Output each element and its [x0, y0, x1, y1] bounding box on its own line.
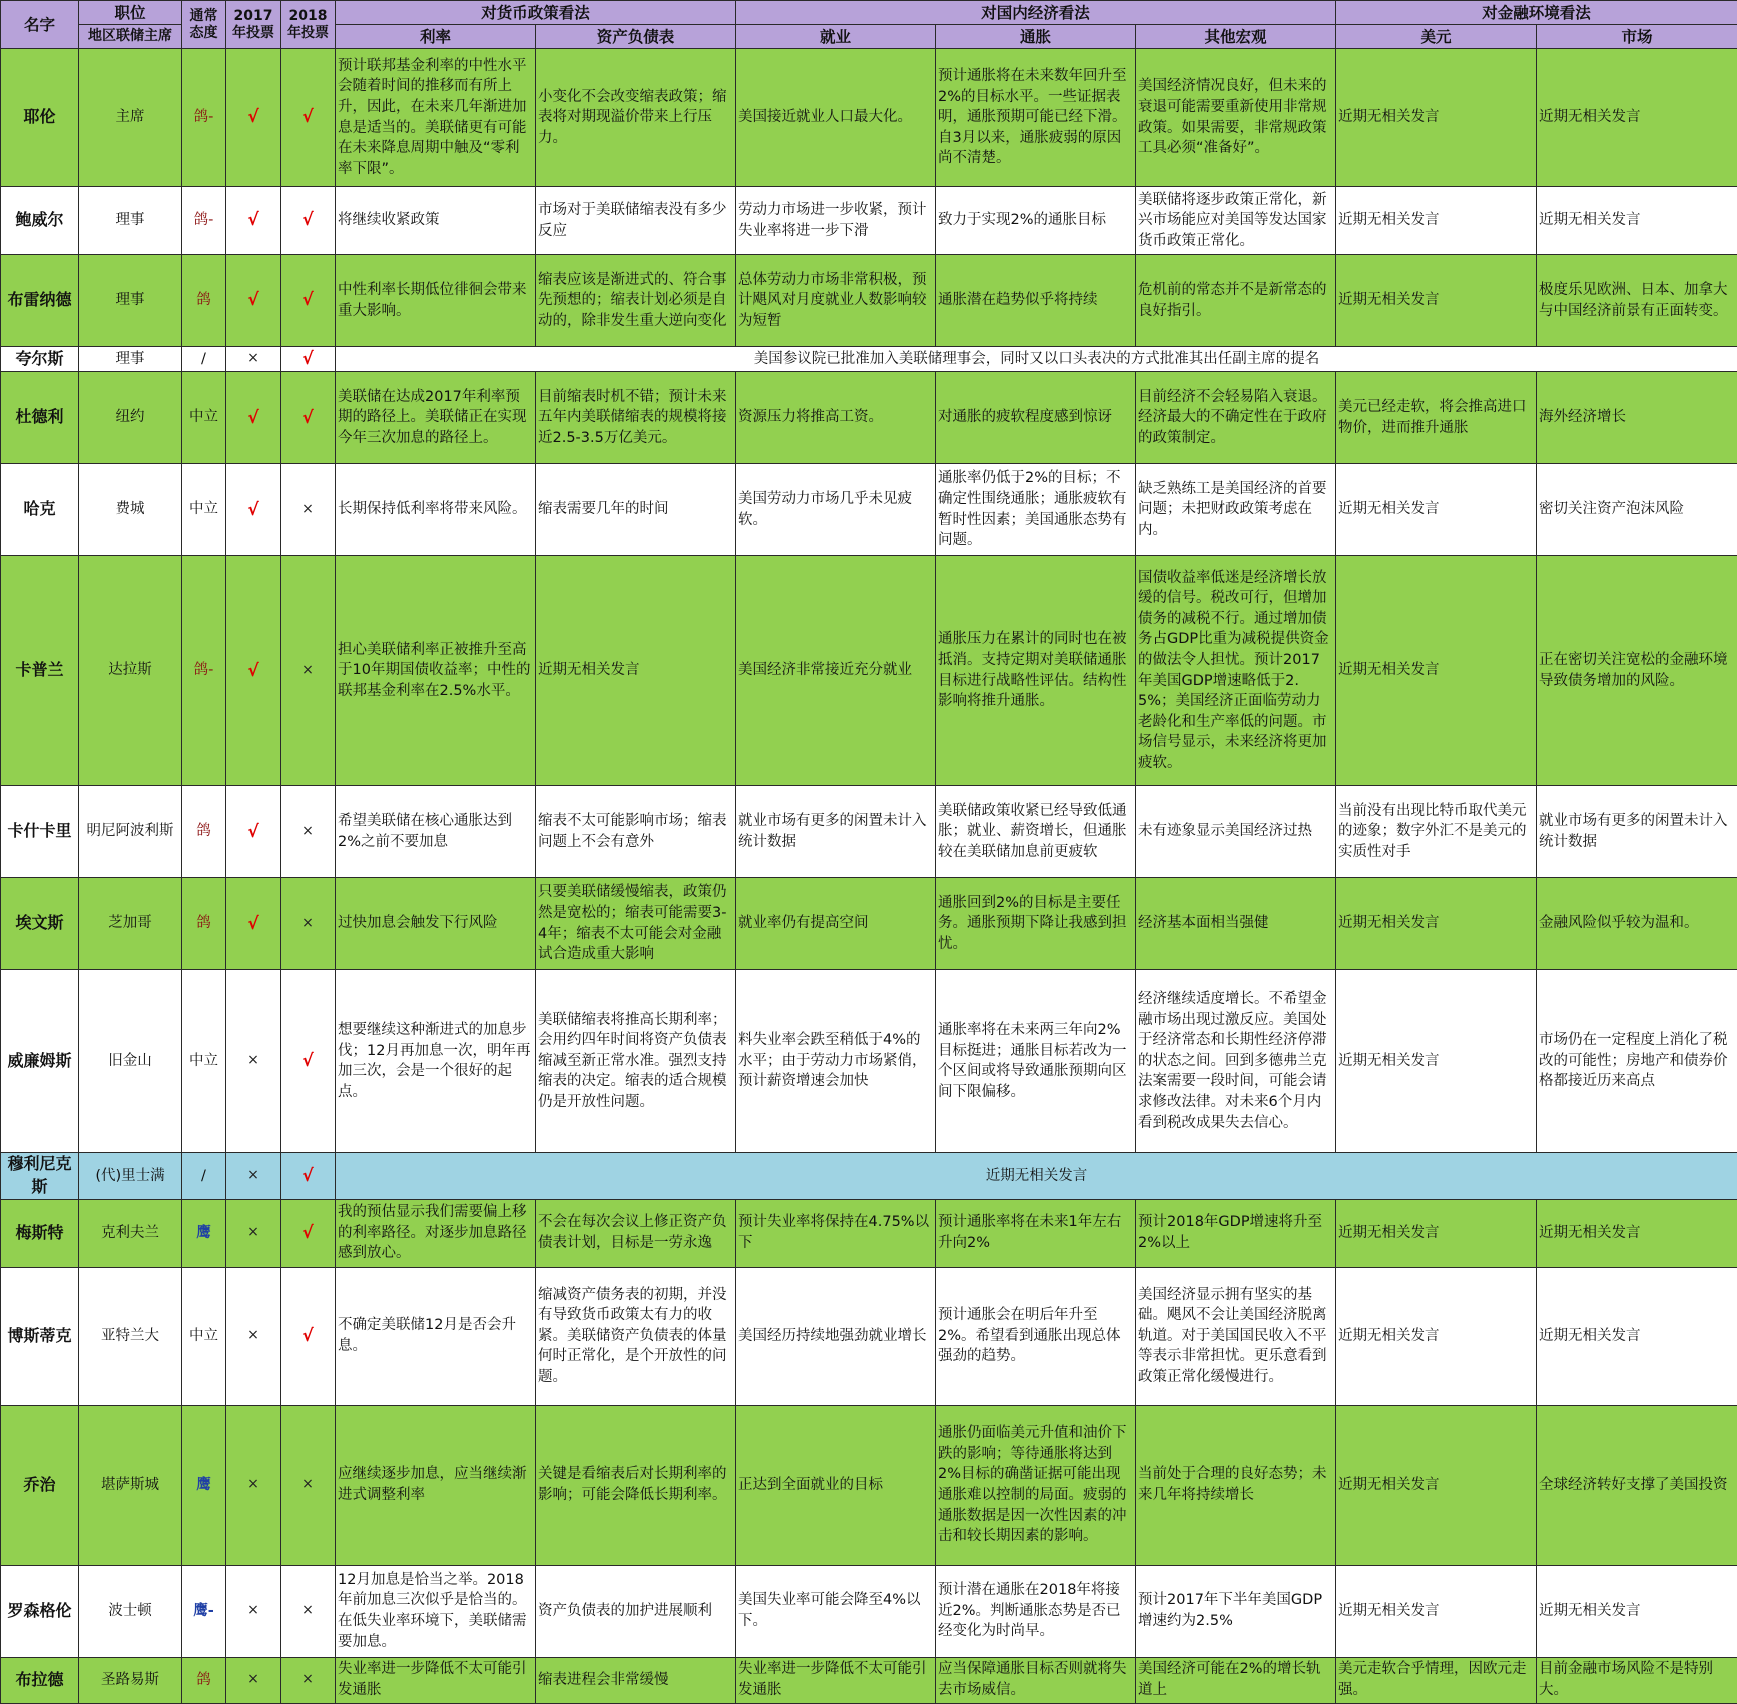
- table-row: [1, 1267, 1737, 1405]
- macro-view: 国债收益率低迷是经济增长放缓的信号。税改可行，但增加债务的减税不行。通过增加债务占GDP比重为减税提供资金的做法令人担忧。预计2017年美国GDP增速略低于2.5%；美国经济正面临劳动力老龄化和生产率低的问题。市场信号显示，未来经济将更加疲软。: [1136, 556, 1336, 786]
- rate-view: 想要继续这种渐进式的加息步伐；12月再加息一次，明年再加三次，会是一个很好的起点。: [336, 970, 536, 1153]
- official-position: 费城: [79, 464, 182, 556]
- usd-view: 近期无相关发言: [1336, 556, 1537, 786]
- employment-view: 料失业率会跌至稍低于4%的水平；由于劳动力市场紧俏，预计薪资增速会加快: [736, 970, 936, 1153]
- official-name: 博斯蒂克: [1, 1267, 79, 1405]
- official-name: 布拉德: [1, 1657, 79, 1703]
- rate-view: 预计联邦基金利率的中性水平会随着时间的推移而有所上升，因此，在未来几年渐进加息是适当的。美联储更有可能在未来降息周期中触及“零利率下限”。: [336, 49, 536, 187]
- official-name: 鲍威尔: [1, 187, 79, 255]
- rate-view: 担心美联储利率正被推升至高于10年期国债收益率；中性的联邦基金利率在2.5%水平。: [336, 556, 536, 786]
- vote-2017-cell: √: [226, 49, 281, 187]
- market-view: 密切关注资产泡沫风险: [1537, 464, 1737, 556]
- usd-view: 美元走软合乎情理，因欧元走强。: [1336, 1657, 1537, 1703]
- stance-cell: 鹰-: [182, 1565, 226, 1657]
- balance-sheet-view: 缩表需要几年的时间: [536, 464, 736, 556]
- inflation-view: 通胀仍面临美元升值和油价下跌的影响；等待通胀将达到2%目标的确凿证据可能出现通胀难以控制的局面。疲弱的通胀数据是因一次性因素的冲击和较长期因素的影响。: [936, 1405, 1136, 1565]
- vote-2018-cell: ×: [281, 556, 336, 786]
- inflation-view: 预计通胀率将在未来1年左右升向2%: [936, 1199, 1136, 1267]
- vote-2017-cell: √: [226, 786, 281, 878]
- macro-view: 当前处于合理的良好态势；未来几年将持续增长: [1136, 1405, 1336, 1565]
- usd-view: 美元已经走软，将会推高进口物价，进而推升通胀: [1336, 372, 1537, 464]
- stance-cell: 鸽: [182, 878, 226, 970]
- rate-view: 长期保持低利率将带来风险。: [336, 464, 536, 556]
- official-position: 波士顿: [79, 1565, 182, 1657]
- inflation-view: 应当保障通胀目标否则就将失去市场威信。: [936, 1657, 1136, 1703]
- official-position: 圣路易斯: [79, 1657, 182, 1703]
- macro-view: 美国经济显示拥有坚实的基础。飓风不会让美国经济脱离轨道。对于美国国民收入不平等表示非常担忧。更乐意看到政策正常化缓慢进行。: [1136, 1267, 1336, 1405]
- balance-sheet-view: 不会在每次会议上修正资产负债表计划，目标是一劳永逸: [536, 1199, 736, 1267]
- vote-2017-cell: √: [226, 187, 281, 255]
- vote-2018-cell: √: [281, 372, 336, 464]
- market-view: 金融风险似乎较为温和。: [1537, 878, 1737, 970]
- table-row: [1, 49, 1737, 187]
- header-group-finance: 对金融环境看法: [1336, 1, 1737, 25]
- vote-2017-cell: ×: [226, 347, 281, 372]
- employment-view: 就业市场有更多的闲置未计入统计数据: [736, 786, 936, 878]
- official-position: 芝加哥: [79, 878, 182, 970]
- vote-2018-cell: ×: [281, 1405, 336, 1565]
- stance-cell: 中立: [182, 970, 226, 1153]
- official-name: 埃文斯: [1, 878, 79, 970]
- official-name: 穆利尼克斯: [1, 1153, 79, 1199]
- market-view: 正在密切关注宽松的金融环境导致债务增加的风险。: [1537, 556, 1737, 786]
- stance-cell: 鸽-: [182, 49, 226, 187]
- usd-view: 近期无相关发言: [1336, 187, 1537, 255]
- table-row: [1, 255, 1737, 347]
- rate-view: 失业率进一步降低不太可能引发通胀: [336, 1657, 536, 1703]
- stance-cell: 鸽-: [182, 187, 226, 255]
- vote-2018-cell: √: [281, 49, 336, 187]
- inflation-view: 通胀回到2%的目标是主要任务。通胀预期下降让我感到担忧。: [936, 878, 1136, 970]
- official-name: 布雷纳德: [1, 255, 79, 347]
- official-position: (代)里士满: [79, 1153, 182, 1199]
- balance-sheet-view: 只要美联储缓慢缩表，政策仍然是宽松的；缩表可能需要3-4年；缩表不太可能会对金融试合造成重大影响: [536, 878, 736, 970]
- vote-2017-cell: ×: [226, 970, 281, 1153]
- vote-2018-cell: √: [281, 255, 336, 347]
- rate-view: 中性利率长期低位徘徊会带来重大影响。: [336, 255, 536, 347]
- vote-2017-cell: √: [226, 255, 281, 347]
- official-name: 杜德利: [1, 372, 79, 464]
- macro-view: 预计2017年下半年美国GDP增速约为2.5%: [1136, 1565, 1336, 1657]
- header-stance: 通常态度: [182, 1, 226, 49]
- balance-sheet-view: 目前缩表时机不错；预计未来五年内美联储缩表的规模将接近2.5-3.5万亿美元。: [536, 372, 736, 464]
- employment-view: 总体劳动力市场非常积极，预计飓风对月度就业人数影响较为短暂: [736, 255, 936, 347]
- vote-2018-cell: √: [281, 970, 336, 1153]
- market-view: 近期无相关发言: [1537, 187, 1737, 255]
- inflation-view: 通胀压力在累计的同时也在被抵消。支持定期对美联储通胀目标进行战略性评估。结构性影响将推升通胀。: [936, 556, 1136, 786]
- official-name: 卡什卡里: [1, 786, 79, 878]
- vote-2018-cell: √: [281, 1153, 336, 1199]
- macro-view: 目前经济不会轻易陷入衰退。经济最大的不确定性在于政府的政策制定。: [1136, 372, 1336, 464]
- balance-sheet-view: 美联储缩表将推高长期利率；会用约四年时间将资产负债表缩减至新正常水准。强烈支持缩表的决定。缩表的适合规模仍是开放性问题。: [536, 970, 736, 1153]
- vote-2018-cell: ×: [281, 1565, 336, 1657]
- header-employment: 就业: [736, 25, 936, 49]
- employment-view: 美国接近就业人口最大化。: [736, 49, 936, 187]
- employment-view: 劳动力市场进一步收紧，预计失业率将进一步下滑: [736, 187, 936, 255]
- table-row: [1, 464, 1737, 556]
- balance-sheet-view: 缩表进程会非常缓慢: [536, 1657, 736, 1703]
- vote-2018-cell: √: [281, 187, 336, 255]
- macro-view: 危机前的常态并不是新常态的良好指引。: [1136, 255, 1336, 347]
- official-position: 旧金山: [79, 970, 182, 1153]
- vote-2018-cell: √: [281, 1199, 336, 1267]
- header-position: 职位: [79, 1, 182, 25]
- stance-cell: 鹰: [182, 1199, 226, 1267]
- table-row: [1, 372, 1737, 464]
- usd-view: 近期无相关发言: [1336, 1405, 1537, 1565]
- header-balance: 资产负债表: [536, 25, 736, 49]
- official-position: 达拉斯: [79, 556, 182, 786]
- balance-sheet-view: 缩减资产债务表的初期，并没有导致货币政策太有力的收紧。美联储资产负债表的体量何时正常化，是个开放性的问题。: [536, 1267, 736, 1405]
- vote-2018-cell: √: [281, 347, 336, 372]
- employment-view: 美国失业率可能会降至4%以下。: [736, 1565, 936, 1657]
- vote-2017-cell: √: [226, 464, 281, 556]
- vote-2018-cell: √: [281, 1267, 336, 1405]
- rate-view: 我的预估显示我们需要偏上移的利率路径。对逐步加息路径感到放心。: [336, 1199, 536, 1267]
- official-name: 卡普兰: [1, 556, 79, 786]
- table-row: [1, 1199, 1737, 1267]
- balance-sheet-view: 缩表不太可能影响市场；缩表问题上不会有意外: [536, 786, 736, 878]
- usd-view: 当前没有出现比特币取代美元的迹象；数字外汇不是美元的实质性对手: [1336, 786, 1537, 878]
- header-group-policy: 对货币政策看法: [336, 1, 736, 25]
- rate-view: 希望美联储在核心通胀达到2%之前不要加息: [336, 786, 536, 878]
- table-row: [1, 556, 1737, 786]
- official-position: 亚特兰大: [79, 1267, 182, 1405]
- macro-view: 经济继续适度增长。不希望金融市场出现过激反应。美国处于经济常态和长期性经济停滞的状态之间。回到多德弗兰克法案需要一段时间，可能会请求修改法律。对未来6个月内看到税改成果失去信心。: [1136, 970, 1336, 1153]
- row-note: 美国参议院已批准加入美联储理事会，同时又以口头表决的方式批准其出任副主席的提名: [336, 347, 1737, 372]
- usd-view: 近期无相关发言: [1336, 49, 1537, 187]
- stance-cell: 鸽: [182, 1657, 226, 1703]
- vote-2018-cell: ×: [281, 1657, 336, 1703]
- employment-view: 正达到全面就业的目标: [736, 1405, 936, 1565]
- official-name: 乔治: [1, 1405, 79, 1565]
- employment-view: 失业率进一步降低不太可能引发通胀: [736, 1657, 936, 1703]
- official-name: 罗森格伦: [1, 1565, 79, 1657]
- table-row: [1, 187, 1737, 255]
- usd-view: 近期无相关发言: [1336, 464, 1537, 556]
- balance-sheet-view: 市场对于美联储缩表没有多少反应: [536, 187, 736, 255]
- market-view: 市场仍在一定程度上消化了税改的可能性；房地产和债券价格都接近历来高点: [1537, 970, 1737, 1153]
- table-row: [1, 1565, 1737, 1657]
- market-view: 近期无相关发言: [1537, 1199, 1737, 1267]
- macro-view: 预计2018年GDP增速将升至2%以上: [1136, 1199, 1336, 1267]
- vote-2017-cell: ×: [226, 1199, 281, 1267]
- usd-view: 近期无相关发言: [1336, 1565, 1537, 1657]
- official-name: 梅斯特: [1, 1199, 79, 1267]
- vote-2017-cell: ×: [226, 1565, 281, 1657]
- vote-2017-cell: ×: [226, 1657, 281, 1703]
- vote-2017-cell: √: [226, 556, 281, 786]
- inflation-view: 预计通胀会在明后年升至2%。希望看到通胀出现总体强劲的趋势。: [936, 1267, 1136, 1405]
- header-rate: 利率: [336, 25, 536, 49]
- employment-view: 美国经历持续地强劲就业增长: [736, 1267, 936, 1405]
- market-view: 近期无相关发言: [1537, 49, 1737, 187]
- table-row: [1, 786, 1737, 878]
- official-position: 理事: [79, 187, 182, 255]
- vote-2017-cell: ×: [226, 1405, 281, 1565]
- inflation-view: 通胀潜在趋势似乎将持续: [936, 255, 1136, 347]
- official-position: 堪萨斯城: [79, 1405, 182, 1565]
- rate-view: 12月加息是恰当之举。2018年前加息三次似乎是恰当的。在低失业率环境下，美联储需要加息。: [336, 1565, 536, 1657]
- employment-view: 资源压力将推高工资。: [736, 372, 936, 464]
- stance-cell: 鸽-: [182, 556, 226, 786]
- usd-view: 近期无相关发言: [1336, 970, 1537, 1153]
- table-row: [1, 1153, 1737, 1199]
- rate-view: 不确定美联储12月是否会升息。: [336, 1267, 536, 1405]
- official-name: 威廉姆斯: [1, 970, 79, 1153]
- market-view: 就业市场有更多的闲置未计入统计数据: [1537, 786, 1737, 878]
- stance-cell: 中立: [182, 372, 226, 464]
- table-row: [1, 1405, 1737, 1565]
- market-view: 目前金融市场风险不是特别大。: [1537, 1657, 1737, 1703]
- stance-cell: /: [182, 347, 226, 372]
- header-inflation: 通胀: [936, 25, 1136, 49]
- vote-2017-cell: √: [226, 372, 281, 464]
- macro-view: 未有迹象显示美国经济过热: [1136, 786, 1336, 878]
- official-position: 明尼阿波利斯: [79, 786, 182, 878]
- official-position: 克利夫兰: [79, 1199, 182, 1267]
- table-row: [1, 1657, 1737, 1703]
- header-vote-2018: 2018年投票: [281, 1, 336, 49]
- market-view: 极度乐见欧洲、日本、加拿大与中国经济前景有正面转变。: [1537, 255, 1737, 347]
- official-name: 哈克: [1, 464, 79, 556]
- market-view: 全球经济转好支撑了美国投资: [1537, 1405, 1737, 1565]
- header-vote-2017: 2017年投票: [226, 1, 281, 49]
- inflation-view: 预计潜在通胀在2018年将接近2%。判断通胀态势是否已经变化为时尚早。: [936, 1565, 1136, 1657]
- stance-cell: 中立: [182, 464, 226, 556]
- rate-view: 美联储在达成2017年利率预期的路径上。美联储正在实现今年三次加息的路径上。: [336, 372, 536, 464]
- official-position: 理事: [79, 347, 182, 372]
- official-name: 耶伦: [1, 49, 79, 187]
- stance-cell: 鸽: [182, 786, 226, 878]
- employment-view: 美国劳动力市场几乎未见疲软。: [736, 464, 936, 556]
- stance-cell: 中立: [182, 1267, 226, 1405]
- rate-view: 应继续逐步加息，应当继续渐进式调整利率: [336, 1405, 536, 1565]
- inflation-view: 预计通胀将在未来数年回升至2%的目标水平。一些证据表明，通胀预期可能已经下滑。自3月以来，通胀疲弱的原因尚不清楚。: [936, 49, 1136, 187]
- balance-sheet-view: 近期无相关发言: [536, 556, 736, 786]
- market-view: 海外经济增长: [1537, 372, 1737, 464]
- market-view: 近期无相关发言: [1537, 1267, 1737, 1405]
- header-group-economy: 对国内经济看法: [736, 1, 1336, 25]
- row-note: 近期无相关发言: [336, 1153, 1737, 1199]
- macro-view: 经济基本面相当强健: [1136, 878, 1336, 970]
- inflation-view: 对通胀的疲软程度感到惊讶: [936, 372, 1136, 464]
- balance-sheet-view: 小变化不会改变缩表政策；缩表将对期现溢价带来上行压力。: [536, 49, 736, 187]
- stance-cell: /: [182, 1153, 226, 1199]
- header-name: 名字: [1, 1, 79, 49]
- employment-view: 美国经济非常接近充分就业: [736, 556, 936, 786]
- stance-cell: 鸽: [182, 255, 226, 347]
- vote-2018-cell: ×: [281, 786, 336, 878]
- table-row: [1, 878, 1737, 970]
- macro-view: 缺乏熟练工是美国经济的首要问题；未把财政政策考虑在内。: [1136, 464, 1336, 556]
- usd-view: 近期无相关发言: [1336, 1267, 1537, 1405]
- inflation-view: 致力于实现2%的通胀目标: [936, 187, 1136, 255]
- vote-2018-cell: ×: [281, 464, 336, 556]
- table-row: [1, 347, 1737, 372]
- rate-view: 过快加息会触发下行风险: [336, 878, 536, 970]
- table-header: [1, 1, 1737, 49]
- usd-view: 近期无相关发言: [1336, 878, 1537, 970]
- vote-2017-cell: ×: [226, 1153, 281, 1199]
- official-name: 夸尔斯: [1, 347, 79, 372]
- usd-view: 近期无相关发言: [1336, 1199, 1537, 1267]
- official-position: 纽约: [79, 372, 182, 464]
- table-row: [1, 970, 1737, 1153]
- employment-view: 预计失业率将保持在4.75%以下: [736, 1199, 936, 1267]
- header-usd: 美元: [1336, 25, 1537, 49]
- rate-view: 将继续收紧政策: [336, 187, 536, 255]
- vote-2018-cell: ×: [281, 878, 336, 970]
- macro-view: 美联储将逐步政策正常化，新兴市场能应对美国等发达国家货币政策正常化。: [1136, 187, 1336, 255]
- table-body: [1, 49, 1737, 1704]
- usd-view: 近期无相关发言: [1336, 255, 1537, 347]
- market-view: 近期无相关发言: [1537, 1565, 1737, 1657]
- vote-2017-cell: ×: [226, 1267, 281, 1405]
- header-market: 市场: [1537, 25, 1737, 49]
- inflation-view: 通胀率将在未来两三年向2%目标挺进；通胀目标若改为一个区间或将导致通胀预期向区间下限偏移。: [936, 970, 1136, 1153]
- macro-view: 美国经济情况良好，但未来的衰退可能需要重新使用非常规政策。如果需要，非常规政策工具必须“准备好”。: [1136, 49, 1336, 187]
- employment-view: 就业率仍有提高空间: [736, 878, 936, 970]
- inflation-view: 美联储政策收紧已经导致低通胀；就业、薪资增长，但通胀较在美联储加息前更疲软: [936, 786, 1136, 878]
- balance-sheet-view: 关键是看缩表后对长期利率的影响；可能会降低长期利率。: [536, 1405, 736, 1565]
- official-position: 理事: [79, 255, 182, 347]
- macro-view: 美国经济可能在2%的增长轨道上: [1136, 1657, 1336, 1703]
- inflation-view: 通胀率仍低于2%的目标；不确定性围绕通胀；通胀疲软有暂时性因素；美国通胀态势有问题。: [936, 464, 1136, 556]
- official-position: 主席: [79, 49, 182, 187]
- balance-sheet-view: 缩表应该是渐进式的、符合事先预想的；缩表计划必须是自动的，除非发生重大逆向变化: [536, 255, 736, 347]
- header-district: 地区联储主席: [79, 25, 182, 49]
- stance-cell: 鹰: [182, 1405, 226, 1565]
- balance-sheet-view: 资产负债表的加护进展顺利: [536, 1565, 736, 1657]
- header-macro: 其他宏观: [1136, 25, 1336, 49]
- vote-2017-cell: √: [226, 878, 281, 970]
